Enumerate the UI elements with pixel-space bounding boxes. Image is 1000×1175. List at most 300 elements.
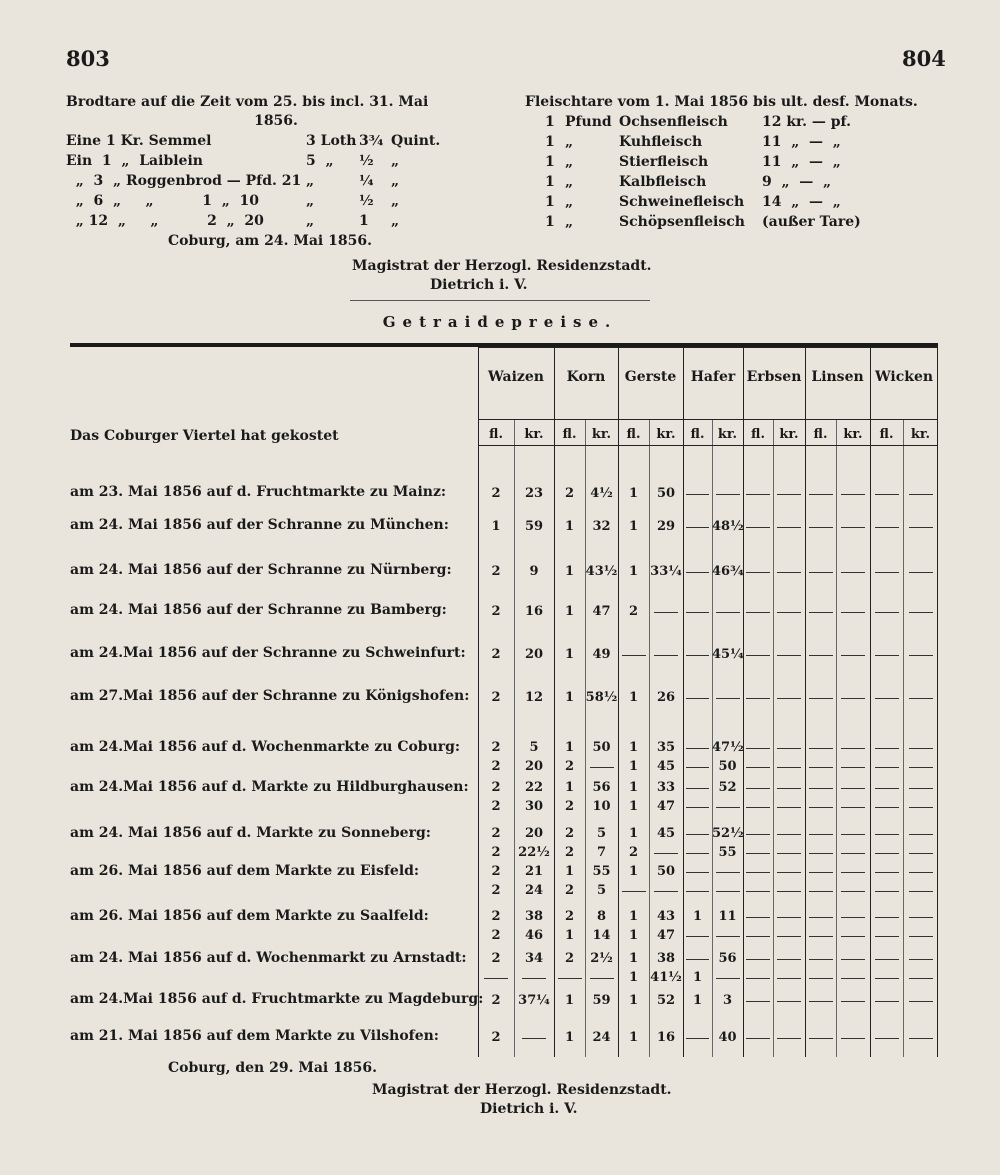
price-cell: 23: [524, 486, 544, 501]
price-cell: 47: [656, 799, 676, 814]
table-row-rule: [478, 347, 938, 348]
table-column-rule: [805, 347, 806, 1057]
empty-value-dash: [777, 612, 801, 613]
price-cell: 2: [564, 951, 575, 966]
bread-tax-cell: „: [391, 173, 400, 189]
empty-value-dash: [686, 834, 709, 835]
empty-value-dash: [841, 978, 865, 979]
bread-tax-row: [66, 131, 486, 151]
meat-tax-cell: 11 „ — „: [762, 134, 841, 150]
empty-value-dash: [484, 978, 508, 979]
meat-tax-cell: 9 „ — „: [762, 174, 832, 190]
price-cell: 1: [628, 519, 639, 534]
meat-tax-cell: Stierfleisch: [619, 154, 709, 170]
price-cell: 34: [524, 951, 544, 966]
bread-tax-cell: 3¾: [359, 133, 384, 149]
table-subcolumn-rule: [773, 420, 774, 1057]
divider: [350, 300, 650, 301]
bread-tax-cell: ¼: [359, 173, 374, 189]
price-cell: 20: [524, 759, 544, 774]
empty-value-dash: [686, 655, 709, 656]
price-cell: 1: [564, 604, 575, 619]
empty-value-dash: [746, 698, 770, 699]
bread-tax-cell: „ 3 „ Roggenbrod — Pfd. 21: [66, 173, 302, 189]
empty-value-dash: [746, 572, 770, 573]
empty-value-dash: [909, 767, 933, 768]
price-cell: 49: [592, 647, 611, 662]
price-cell: 1: [628, 780, 639, 795]
bread-tax-cell: „: [306, 213, 315, 229]
price-cell: 1: [564, 864, 575, 879]
empty-value-dash: [654, 612, 678, 613]
notice-magistrat: Magistrat der Herzogl. Residenzstadt.: [352, 258, 652, 274]
price-cell: 40: [718, 1030, 737, 1045]
price-cell: 47½: [712, 740, 744, 755]
grain-header: Gerste: [624, 369, 677, 385]
price-cell: 1: [628, 864, 639, 879]
empty-value-dash: [809, 1001, 833, 1002]
empty-value-dash: [746, 612, 770, 613]
empty-value-dash: [875, 1038, 899, 1039]
price-cell: 20: [524, 647, 544, 662]
market-row-label: am 26. Mai 1856 auf dem Markte zu Saalfeld:: [70, 908, 429, 924]
bread-tax-row: [66, 211, 486, 231]
meat-tax-cell: 14 „ — „: [762, 194, 841, 210]
empty-value-dash: [841, 917, 865, 918]
empty-value-dash: [909, 1001, 933, 1002]
footer-magistrat: Magistrat der Herzogl. Residenzstadt.: [372, 1082, 672, 1098]
empty-value-dash: [777, 748, 801, 749]
price-cell: 2: [491, 564, 501, 579]
empty-value-dash: [777, 917, 801, 918]
price-cell: 1: [628, 564, 639, 579]
grain-header: Hafer: [690, 369, 736, 385]
price-cell: 45¼: [712, 647, 744, 662]
meat-tax-title: Fleischtare vom 1. Mai 1856 bis ult. desf. Monats.: [525, 94, 918, 110]
empty-value-dash: [777, 767, 801, 768]
empty-value-dash: [841, 872, 865, 873]
price-cell: 1: [564, 1030, 575, 1045]
price-cell: 1: [628, 909, 639, 924]
empty-value-dash: [841, 807, 865, 808]
price-cell: 1: [628, 970, 639, 985]
empty-value-dash: [746, 959, 770, 960]
price-cell: 52: [718, 780, 737, 795]
empty-value-dash: [909, 527, 933, 528]
price-cell: 50: [718, 759, 737, 774]
price-cell: 2: [491, 864, 501, 879]
empty-value-dash: [777, 1001, 801, 1002]
empty-value-dash: [686, 853, 709, 854]
unit-header-kr: kr.: [524, 427, 544, 442]
empty-value-dash: [875, 807, 899, 808]
empty-value-dash: [522, 978, 546, 979]
price-cell: 1: [628, 1030, 639, 1045]
empty-value-dash: [686, 788, 709, 789]
empty-value-dash: [909, 853, 933, 854]
empty-value-dash: [746, 748, 770, 749]
bread-tax-cell: „: [306, 173, 315, 189]
price-cell: 26: [656, 690, 676, 705]
empty-value-dash: [809, 527, 833, 528]
empty-value-dash: [875, 767, 899, 768]
price-cell: 50: [656, 486, 676, 501]
empty-value-dash: [841, 936, 865, 937]
price-cell: 2: [491, 604, 501, 619]
empty-value-dash: [875, 655, 899, 656]
market-row-label: am 24.Mai 1856 auf d. Wochenmarkte zu Coburg:: [70, 739, 461, 755]
empty-value-dash: [686, 1038, 709, 1039]
price-cell: 1: [628, 740, 639, 755]
price-cell: 10: [592, 799, 611, 814]
price-cell: 2: [564, 799, 575, 814]
empty-value-dash: [909, 978, 933, 979]
empty-value-dash: [746, 872, 770, 873]
price-cell: 47: [592, 604, 611, 619]
bread-tax-cell: „: [306, 193, 315, 209]
bread-tax-row: [66, 151, 486, 171]
empty-value-dash: [777, 978, 801, 979]
empty-value-dash: [746, 917, 770, 918]
empty-value-dash: [875, 572, 899, 573]
price-cell: 2: [564, 845, 575, 860]
meat-tax-row: [525, 192, 945, 212]
page-number-left: 803: [66, 46, 110, 71]
empty-value-dash: [909, 788, 933, 789]
bread-tax-row: [66, 171, 486, 191]
bread-tax-cell: ½: [359, 193, 374, 209]
empty-value-dash: [809, 872, 833, 873]
unit-header-fl: fl.: [751, 427, 765, 442]
price-cell: 32: [592, 519, 611, 534]
empty-value-dash: [686, 872, 709, 873]
price-cell: 35: [656, 740, 676, 755]
bread-tax-title-year: 1856.: [254, 113, 298, 129]
empty-value-dash: [841, 767, 865, 768]
meat-tax-cell: 1: [545, 194, 555, 210]
table-column-rule: [870, 347, 871, 1057]
price-cell: 33: [656, 780, 676, 795]
price-cell: 2: [564, 826, 575, 841]
empty-value-dash: [809, 807, 833, 808]
empty-value-dash: [686, 767, 709, 768]
empty-value-dash: [809, 853, 833, 854]
empty-value-dash: [622, 891, 646, 892]
empty-value-dash: [654, 655, 678, 656]
meat-tax-cell: 1: [545, 154, 555, 170]
empty-value-dash: [841, 698, 865, 699]
empty-value-dash: [875, 891, 899, 892]
empty-value-dash: [909, 1038, 933, 1039]
empty-value-dash: [746, 1001, 770, 1002]
empty-value-dash: [909, 807, 933, 808]
unit-header-fl: fl.: [813, 427, 828, 442]
price-cell: 55: [718, 845, 737, 860]
meat-tax-cell: 1: [545, 174, 555, 190]
price-cell: 1: [628, 799, 639, 814]
price-cell: 50: [592, 740, 611, 755]
footer-signature: Dietrich i. V.: [480, 1101, 578, 1117]
empty-value-dash: [875, 959, 899, 960]
price-cell: 38: [524, 909, 544, 924]
empty-value-dash: [809, 494, 833, 495]
price-cell: 8: [596, 909, 607, 924]
price-cell: 30: [524, 799, 544, 814]
meat-tax-row: [525, 132, 945, 152]
empty-value-dash: [875, 494, 899, 495]
meat-tax-cell: „: [565, 214, 574, 230]
empty-value-dash: [875, 834, 899, 835]
empty-value-dash: [686, 748, 709, 749]
market-row-label: am 24. Mai 1856 auf der Schranne zu München:: [70, 517, 449, 533]
meat-tax-cell: Schweinefleisch: [619, 194, 745, 210]
empty-value-dash: [686, 891, 709, 892]
empty-value-dash: [654, 853, 678, 854]
price-cell: 24: [592, 1030, 611, 1045]
empty-value-dash: [809, 959, 833, 960]
price-cell: 59: [524, 519, 544, 534]
price-cell: 33¼: [650, 564, 682, 579]
price-cell: 50: [656, 864, 676, 879]
empty-value-dash: [809, 572, 833, 573]
meat-tax-cell: „: [565, 154, 574, 170]
bread-tax-cell: 1: [359, 213, 369, 229]
market-row-label: am 24. Mai 1856 auf d. Markte zu Sonneberg:: [70, 825, 431, 841]
price-cell: 1: [628, 690, 639, 705]
meat-tax-cell: Ochsenfleisch: [619, 114, 728, 130]
empty-value-dash: [590, 978, 614, 979]
empty-value-dash: [909, 748, 933, 749]
grain-price-table: [478, 347, 938, 1057]
empty-value-dash: [746, 767, 770, 768]
empty-value-dash: [746, 655, 770, 656]
price-cell: 59: [592, 993, 611, 1008]
market-row-label: am 21. Mai 1856 auf dem Markte zu Vilshofen:: [70, 1028, 439, 1044]
price-cell: 55: [592, 864, 611, 879]
footer-place-date: Coburg, den 29. Mai 1856.: [168, 1060, 377, 1076]
empty-value-dash: [909, 872, 933, 873]
market-row-label: am 27.Mai 1856 auf der Schranne zu Königshofen:: [70, 688, 470, 704]
bread-tax-cell: Eine 1 Kr. Semmel: [66, 133, 212, 149]
meat-tax-row: [525, 112, 945, 132]
price-cell: 24: [524, 883, 544, 898]
empty-value-dash: [686, 494, 709, 495]
meat-tax-cell: Pfund: [565, 114, 612, 130]
empty-value-dash: [654, 891, 678, 892]
notice-place-date: Coburg, am 24. Mai 1856.: [168, 233, 372, 249]
price-cell: 48½: [712, 519, 744, 534]
empty-value-dash: [716, 891, 740, 892]
price-cell: 56: [592, 780, 611, 795]
price-cell: 2: [491, 993, 501, 1008]
empty-value-dash: [909, 891, 933, 892]
empty-value-dash: [841, 748, 865, 749]
empty-value-dash: [622, 655, 646, 656]
empty-value-dash: [746, 834, 770, 835]
empty-value-dash: [875, 872, 899, 873]
meat-tax-rows: [525, 112, 945, 232]
price-cell: 2: [491, 951, 501, 966]
empty-value-dash: [809, 978, 833, 979]
empty-value-dash: [909, 655, 933, 656]
empty-value-dash: [777, 807, 801, 808]
price-cell: 58½: [585, 690, 618, 705]
empty-value-dash: [746, 936, 770, 937]
unit-header-kr: kr.: [910, 427, 931, 442]
meat-tax-cell: 1: [545, 134, 555, 150]
table-subcolumn-rule: [903, 420, 904, 1057]
empty-value-dash: [716, 698, 740, 699]
meat-tax-cell: Kalbfleisch: [619, 174, 707, 190]
price-cell: 1: [628, 486, 639, 501]
price-cell: 2: [491, 928, 501, 943]
bread-tax-cell: „ 12 „ „ 2 „ 20: [66, 213, 264, 229]
grain-prices-heading: Getraidepreise.: [382, 313, 618, 331]
price-cell: 2: [628, 604, 639, 619]
bread-tax-cell: 5 „: [306, 153, 334, 169]
unit-header-kr: kr.: [717, 427, 738, 442]
price-cell: 7: [596, 845, 607, 860]
market-row-label: am 24. Mai 1856 auf d. Wochenmarkt zu Arnstadt:: [70, 950, 467, 966]
empty-value-dash: [909, 917, 933, 918]
meat-tax-cell: (außer Tare): [762, 214, 861, 230]
price-cell: 1: [564, 564, 575, 579]
price-cell: 21: [524, 864, 544, 879]
price-cell: 1: [628, 928, 639, 943]
empty-value-dash: [522, 1038, 546, 1039]
price-cell: 16: [656, 1030, 676, 1045]
bread-tax-cell: „: [391, 153, 400, 169]
empty-value-dash: [841, 1038, 865, 1039]
notice-signature: Dietrich i. V.: [430, 277, 528, 293]
page-number-right: 804: [902, 46, 946, 71]
price-cell: 2½: [590, 951, 613, 966]
empty-value-dash: [809, 917, 833, 918]
empty-value-dash: [716, 612, 740, 613]
price-cell: 11: [718, 909, 737, 924]
price-cell: 22: [524, 780, 544, 795]
market-row-label: am 24.Mai 1856 auf d. Fruchtmarkte zu Magdeburg:: [70, 991, 484, 1007]
price-cell: 2: [564, 883, 575, 898]
meat-tax-cell: „: [565, 134, 574, 150]
empty-value-dash: [746, 853, 770, 854]
price-cell: 1: [564, 993, 575, 1008]
empty-value-dash: [875, 978, 899, 979]
price-cell: 3: [722, 993, 733, 1008]
empty-value-dash: [686, 959, 709, 960]
price-cell: 2: [564, 759, 575, 774]
table-column-rule: [743, 347, 744, 1057]
unit-header-fl: fl.: [489, 427, 503, 442]
empty-value-dash: [686, 807, 709, 808]
empty-value-dash: [841, 612, 865, 613]
price-cell: 46¾: [712, 564, 744, 579]
empty-value-dash: [686, 572, 709, 573]
empty-value-dash: [875, 788, 899, 789]
table-subcolumn-rule: [836, 420, 837, 1057]
empty-value-dash: [841, 494, 865, 495]
price-cell: 9: [529, 564, 539, 579]
price-cell: 56: [718, 951, 737, 966]
empty-value-dash: [777, 891, 801, 892]
bread-tax-cell: 3 Loth: [306, 133, 357, 149]
empty-value-dash: [909, 834, 933, 835]
empty-value-dash: [686, 527, 709, 528]
empty-value-dash: [746, 978, 770, 979]
bread-tax-cell: „: [391, 213, 400, 229]
grain-header: Wicken: [874, 369, 934, 385]
empty-value-dash: [777, 572, 801, 573]
unit-header-kr: kr.: [779, 427, 799, 442]
unit-header-fl: fl.: [562, 427, 577, 442]
empty-value-dash: [686, 612, 709, 613]
meat-tax-cell: 1: [545, 114, 555, 130]
meat-tax-cell: „: [565, 194, 574, 210]
price-cell: 43½: [585, 564, 618, 579]
price-cell: 2: [564, 909, 575, 924]
price-cell: 2: [491, 740, 501, 755]
meat-tax-row: [525, 172, 945, 192]
empty-value-dash: [875, 698, 899, 699]
empty-value-dash: [841, 1001, 865, 1002]
market-row-label: am 24.Mai 1856 auf d. Markte zu Hildburghausen:: [70, 779, 469, 795]
price-cell: 2: [491, 759, 501, 774]
price-cell: 47: [656, 928, 676, 943]
empty-value-dash: [777, 698, 801, 699]
empty-value-dash: [746, 527, 770, 528]
empty-value-dash: [777, 494, 801, 495]
empty-value-dash: [809, 834, 833, 835]
price-cell: 2: [491, 799, 501, 814]
price-cell: 1: [564, 690, 575, 705]
bread-tax-cell: Ein 1 „ Laiblein: [66, 153, 203, 169]
price-cell: 5: [596, 883, 607, 898]
empty-value-dash: [686, 936, 709, 937]
empty-value-dash: [746, 788, 770, 789]
empty-value-dash: [841, 527, 865, 528]
empty-value-dash: [841, 655, 865, 656]
empty-value-dash: [841, 788, 865, 789]
empty-value-dash: [875, 936, 899, 937]
price-cell: 16: [524, 604, 544, 619]
meat-tax-cell: Schöpsenfleisch: [619, 214, 745, 230]
market-row-label: am 24. Mai 1856 auf der Schranne zu Nürnberg:: [70, 562, 452, 578]
price-cell: 37¼: [518, 993, 550, 1008]
empty-value-dash: [686, 698, 709, 699]
price-cell: 2: [491, 780, 501, 795]
price-cell: 2: [491, 486, 501, 501]
price-cell: 1: [564, 928, 575, 943]
price-cell: 1: [628, 759, 639, 774]
price-cell: 12: [524, 690, 544, 705]
bread-tax-cell: „ 6 „ „ 1 „ 10: [66, 193, 260, 209]
empty-value-dash: [909, 494, 933, 495]
table-column-rule: [683, 347, 684, 1057]
price-cell: 46: [524, 928, 544, 943]
price-cell: 1: [628, 993, 639, 1008]
bread-tax-row: [66, 191, 486, 211]
price-cell: 1: [692, 970, 703, 985]
price-cell: 1: [692, 993, 703, 1008]
meat-tax-row: [525, 152, 945, 172]
empty-value-dash: [841, 853, 865, 854]
price-cell: 52½: [712, 826, 744, 841]
price-cell: 1: [564, 740, 575, 755]
price-cell: 43: [656, 909, 676, 924]
empty-value-dash: [746, 1038, 770, 1039]
empty-value-dash: [875, 612, 899, 613]
price-cell: 1: [491, 519, 501, 534]
